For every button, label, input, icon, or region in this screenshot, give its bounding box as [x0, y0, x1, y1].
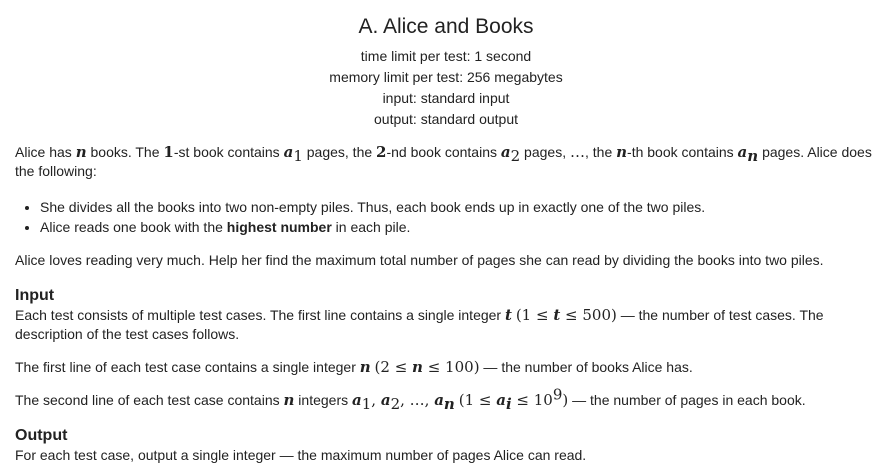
input-paragraph-2: The first line of each test case contains a single integer n (2 ≤ n ≤ 100) — the number of books Alice has.	[15, 358, 693, 376]
list-item: • She divides all the books into two non-empty piles. Thus, each book ends up in exactly one of the two piles.	[40, 197, 877, 217]
rules-list	[15, 197, 877, 237]
output-paragraph: For each test case, output a single integer — the maximum number of pages Alice can read.	[15, 447, 587, 463]
goal-paragraph: Alice loves reading very much. Help her find the maximum total number of pages she can read by dividing the books into two piles.	[15, 252, 824, 268]
problem-title: A. Alice and Books	[358, 15, 534, 38]
list-item: • Alice reads one book with the highest number in each pile.	[40, 217, 877, 237]
output-section-title: Output	[15, 427, 68, 444]
input-paragraph-3: The second line of each test case contains n integers $a_1$, $a_2$, …, $a_n$ $(1 \le a_i \le 10^9)$ — the number of pages in each book.	[15, 385, 806, 413]
input-paragraph-1: Each test consists of multiple test cases. The first line contains a single integer t (1 ≤ t ≤ 500) — the number of test cases. The description of the test cases follows.	[15, 306, 824, 342]
input-section-title: Input	[15, 287, 55, 304]
time-limit: time limit per test: 1 second	[360, 48, 532, 64]
memory-limit: memory limit per test: 256 megabytes	[329, 69, 563, 85]
output-spec: output: standard output	[374, 111, 518, 127]
problem-header	[0, 12, 886, 130]
input-spec: input: standard input	[382, 90, 510, 106]
problem-statement	[15, 143, 877, 465]
legend-paragraph: Alice has n books. The 1-st book contains $a_1$ pages, the 2-nd book contains $a_2$ pages, …, the n-th book contains $a_n$ pages. Alice does the following:	[15, 143, 872, 179]
